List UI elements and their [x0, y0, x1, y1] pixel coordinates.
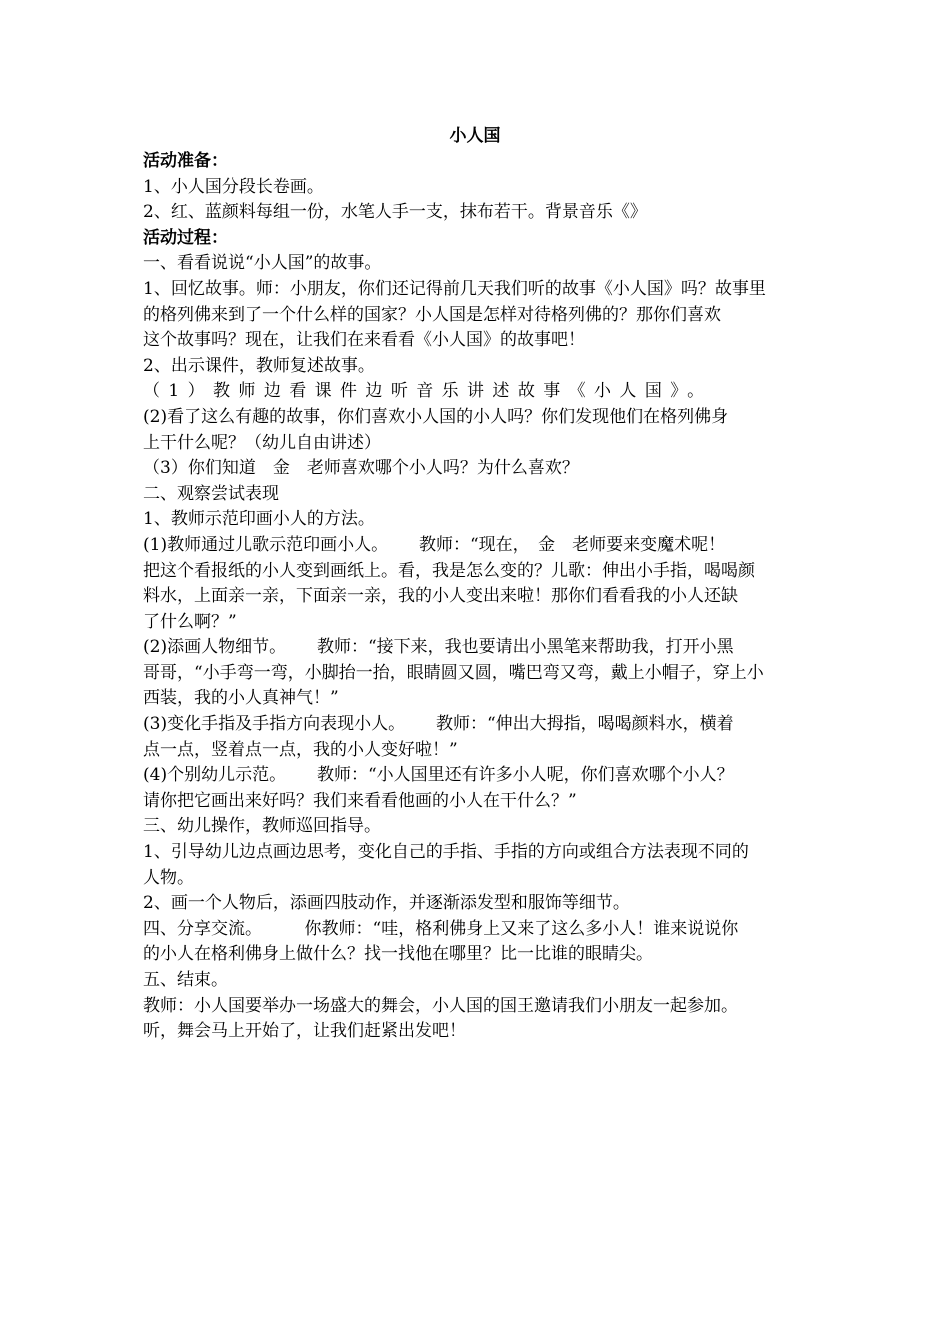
text-line: 哥哥，“小手弯一弯，小脚抬一抬，眼睛圆又圆，嘴巴弯又弯，戴上小帽子，穿上小	[143, 662, 764, 683]
text-line: 1、小人国分段长卷画。	[143, 176, 324, 197]
text-line: (1)教师通过儿歌示范印画小人。 教师：“现在， 金 老师要来变魔术呢！	[143, 534, 726, 555]
text-line: 2、出示课件，教师复述故事。	[143, 355, 375, 376]
text-line: 把这个看报纸的小人变到画纸上。看，我是怎么变的？儿歌：伸出小手指，喝喝颜	[143, 560, 755, 581]
text-line: 西装，我的小人真神气！”	[143, 688, 339, 709]
section-heading: 活动过程：	[143, 227, 228, 248]
text-line: (2)添画人物细节。 教师：“接下来，我也要请出小黑笔来帮助我，打开小黑	[143, 637, 734, 658]
text-line: 点一点，竖着点一点，我的小人变好啦！”	[143, 739, 458, 760]
text-line: 一、看看说说“小人国”的故事。	[143, 253, 382, 274]
text-line: 五、结束。	[143, 970, 228, 990]
text-line: (3)变化手指及手指方向表现小人。 教师：“伸出大拇指，喝喝颜料水，横着	[143, 714, 734, 735]
text-line: 上干什么呢？（幼儿自由讲述）	[143, 432, 381, 453]
text-line: 2、画一个人物后，添画四肢动作，并逐渐添发型和服饰等细节。	[143, 893, 630, 914]
text-line: 请你把它画出来好吗？我们来看看他画的小人在干什么？”	[143, 790, 577, 811]
text-line: 听，舞会马上开始了，让我们赶紧出发吧！	[143, 1021, 466, 1042]
text-line: 人物。	[143, 867, 194, 888]
text-line: 三、幼儿操作，教师巡回指导。	[143, 816, 381, 837]
text-line: 四、分享交流。 你教师：“哇，格利佛身上又来了这么多小人！谁来说说你	[143, 918, 739, 939]
text-line: （1）教师边看课件边听音乐讲述故事《小人国》。	[143, 381, 713, 402]
text-line: 教师：小人国要举办一场盛大的舞会，小人国的国王邀请我们小朋友一起参加。	[143, 995, 738, 1016]
text-line: 1、引导幼儿边点画边思考，变化自己的手指、手指的方向或组合方法表现不同的	[143, 842, 749, 863]
text-line: 的格列佛来到了一个什么样的国家？小人国是怎样对待格列佛的？那你们喜欢	[143, 304, 721, 325]
text-line: 1、教师示范印画小人的方法。	[143, 509, 375, 530]
text-line: 1、回忆故事。师：小朋友，你们还记得前几天我们听的故事《小人国》吗？故事里	[143, 278, 766, 299]
text-line: 的小人在格利佛身上做什么？找一找他在哪里？比一比谁的眼睛尖。	[143, 944, 653, 965]
text-line: 2、红、蓝颜料每组一份，水笔人手一支，抹布若干。背景音乐《》	[143, 202, 647, 223]
section-heading: 活动准备：	[143, 151, 228, 171]
text-line: 这个故事吗？现在，让我们在来看看《小人国》的故事吧！	[143, 330, 585, 351]
text-line: 了什么啊？”	[143, 611, 237, 632]
text-line: （3）你们知道 金 老师喜欢哪个小人吗？为什么喜欢？	[143, 458, 579, 479]
text-line: 二、观察尝试表现	[143, 483, 279, 504]
document-title: 小人国	[449, 126, 501, 146]
text-line: 料水，上面亲一亲，下面亲一亲，我的小人变出来啦！那你们看看我的小人还缺	[143, 586, 738, 607]
document-body	[143, 149, 823, 1045]
text-line: (4)个别幼儿示范。 教师：“小人国里还有许多小人呢，你们喜欢哪个小人？	[143, 765, 734, 786]
text-line: (2)看了这么有趣的故事，你们喜欢小人国的小人吗？你们发现他们在格列佛身	[143, 406, 729, 427]
